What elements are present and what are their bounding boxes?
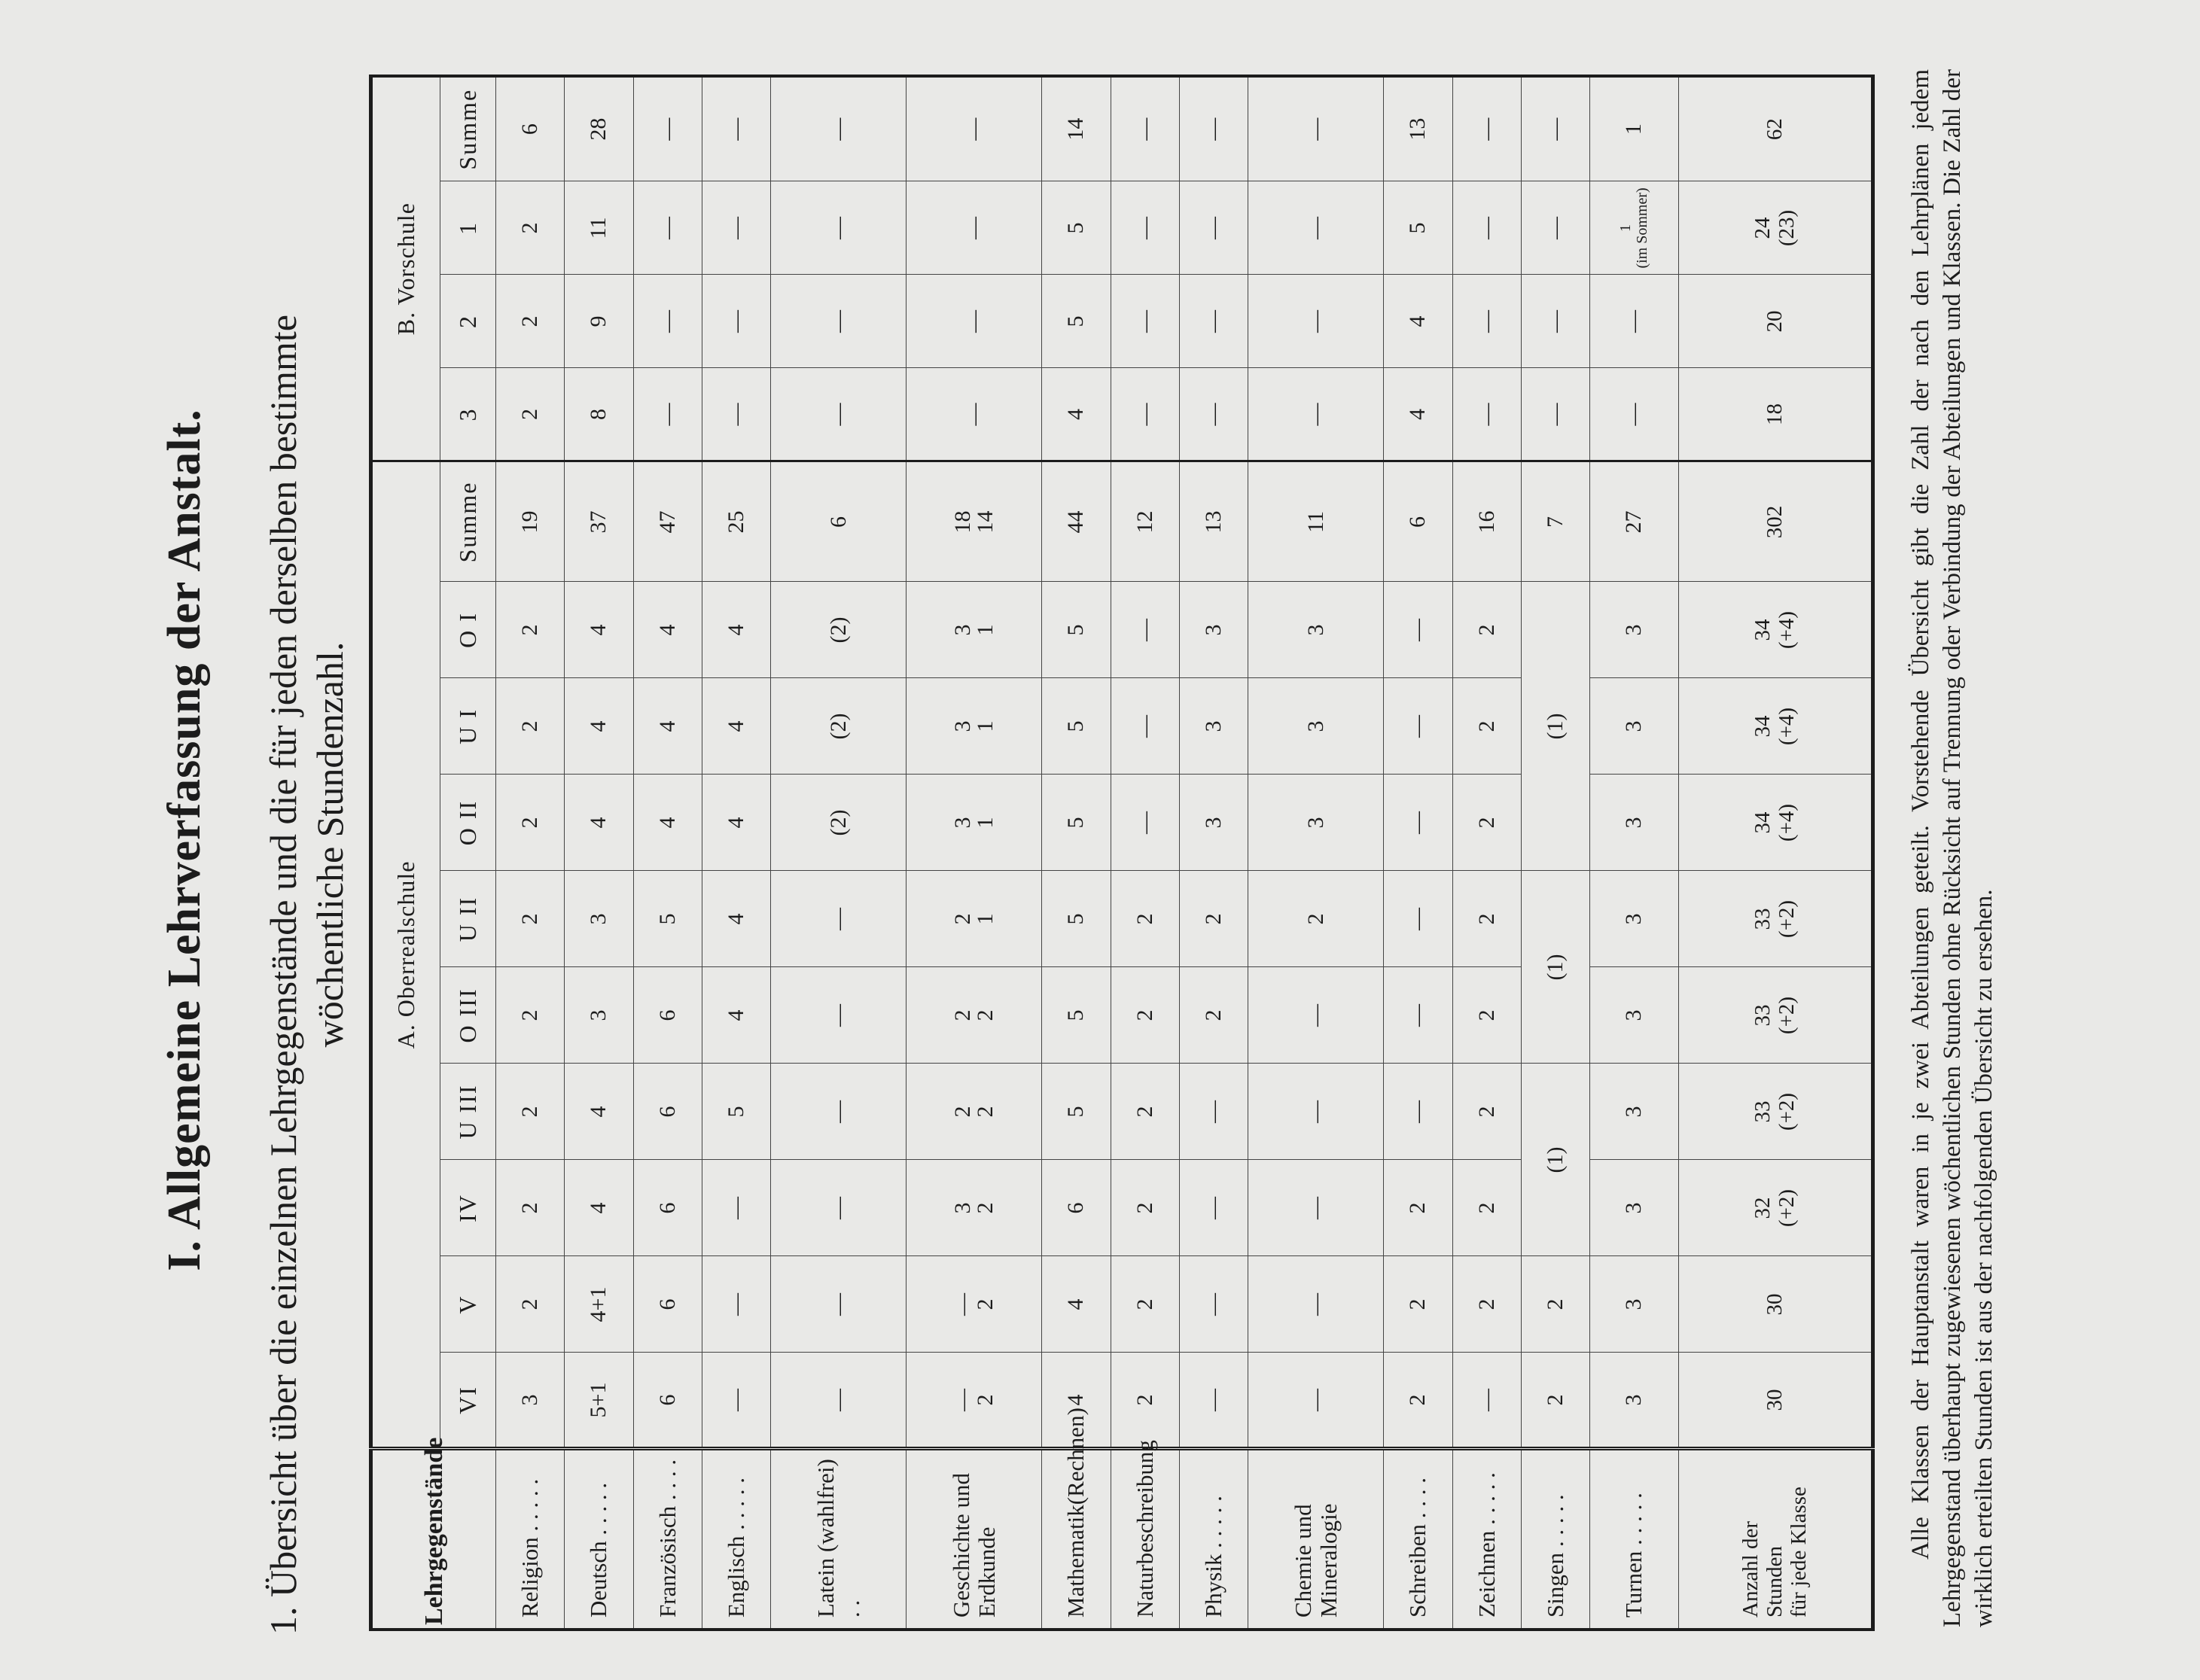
hours-cell: 2 [1452,1160,1521,1256]
hours-cell: 2 [1384,1256,1452,1353]
sum-b-cell: 28 [565,76,633,181]
sum-a-cell: 7 [1521,461,1589,582]
hours-cell: 2 [496,871,565,967]
hours-cell: (2) [771,678,907,775]
vorschule-cell: — [1590,368,1678,461]
hours-cell: 4 [633,582,702,678]
sum-b-cell: — [633,76,702,181]
subject-column-header: Lehrgegenstände [371,1449,496,1630]
vorschule-cell: — [1521,368,1589,461]
vorschule-cell: — [1111,181,1179,275]
class-header-row [440,76,496,1630]
sum-a-cell: 12 [1111,461,1179,582]
hours-cell: — [771,1160,907,1256]
table-row [1590,76,1678,1630]
hours-cell: 34 (+4) [1678,678,1872,775]
class-header-a: U II [440,871,496,967]
hours-cell: 2 [1452,582,1521,678]
sum-a-cell: 44 [1042,461,1111,582]
vorschule-cell: — [771,368,907,461]
hours-cell: — [1384,871,1452,967]
hours-cell: 2 [1452,871,1521,967]
hours-cell: 3 [1179,582,1248,678]
sum-a-cell: 18 14 [907,461,1042,582]
sum-b-cell: — [907,76,1042,181]
hours-cell: 2 [1452,1256,1521,1353]
hours-cell: 2 [1248,871,1384,967]
sum-a-cell: 47 [633,461,702,582]
vorschule-cell: — [1452,275,1521,368]
sum-a-cell: 11 [1248,461,1384,582]
vorschule-cell: 2 [496,181,565,275]
class-header-a: O III [440,967,496,1064]
section-subheading [260,54,353,1635]
subject-cell: Mathematik(Rechnen) [1042,1449,1111,1630]
hours-cell: 2 [1111,967,1179,1064]
hours-cell: 2 [1384,1353,1452,1449]
hours-cell: 3 [1248,582,1384,678]
vorschule-cell: — [633,368,702,461]
hours-cell: — [1179,1353,1248,1449]
hours-cell: 2 2 [907,1064,1042,1160]
hours-cell: — [1384,678,1452,775]
hours-cell: 2 [1452,1064,1521,1160]
vorschule-cell: 4 [1384,368,1452,461]
hours-cell: 3 1 [907,582,1042,678]
subject-cell: Chemie und Mineralogie [1248,1449,1384,1630]
vorschule-cell: — [633,275,702,368]
hours-cell: 3 1 [907,678,1042,775]
sum-b-cell: 6 [496,76,565,181]
vorschule-cell: — [1521,181,1589,275]
subject-cell: Zeichnen . . . . . [1452,1449,1521,1630]
vorschule-cell: 8 [565,368,633,461]
table-row [1521,76,1589,1630]
vorschule-cell: — [1248,368,1384,461]
hours-cell: 3 [1248,678,1384,775]
hours-cell: 3 [1590,1256,1678,1353]
sum-a-cell: 19 [496,461,565,582]
hours-cell: 4 [702,967,770,1064]
hours-cell: 3 [1590,582,1678,678]
vorschule-cell: — [907,368,1042,461]
table-row [633,76,702,1630]
hours-cell: 2 [1111,1256,1179,1353]
sum-a-cell: 302 [1678,461,1872,582]
hours-cell: 6 [633,1256,702,1353]
vorschule-cell: 11 [565,181,633,275]
hours-cell: 3 [1590,1064,1678,1160]
hours-cell: — [771,967,907,1064]
class-header-a: VI [440,1353,496,1449]
subject-cell: Singen . . . . . [1521,1449,1589,1630]
hours-cell: — [1384,582,1452,678]
hours-cell: 5 [1042,967,1111,1064]
vorschule-cell: 5 [1384,181,1452,275]
sum-b-cell: — [702,76,770,181]
hours-cell: 5 [1042,775,1111,871]
vorschule-cell: 4 [1384,275,1452,368]
sum-b-cell: 1 [1590,76,1678,181]
hours-cell: 3 [565,871,633,967]
hours-cell: 6 [1042,1160,1111,1256]
table-row [702,76,770,1630]
vorschule-cell: 2 [496,275,565,368]
sum-a-cell: 27 [1590,461,1678,582]
sum-a-cell: 6 [1384,461,1452,582]
vorschule-cell: — [1521,275,1589,368]
class-header-a: U III [440,1064,496,1160]
hours-cell: 2 [1452,775,1521,871]
hours-cell: — [1452,1353,1521,1449]
sum-b-cell: — [1521,76,1589,181]
vorschule-cell: — [1179,181,1248,275]
table-row [1111,76,1179,1630]
hours-cell: 34 (+4) [1678,582,1872,678]
class-header-b: Summe [440,76,496,181]
hours-cell: — [702,1353,770,1449]
vorschule-cell: — [702,368,770,461]
hours-cell: — [1179,1064,1248,1160]
hours-cell: 33 (+2) [1678,1064,1872,1160]
vorschule-cell: 18 [1678,368,1872,461]
sum-b-cell: 62 [1678,76,1872,181]
hours-cell: — [1248,1160,1384,1256]
subject-cell: Anzahl der Stunden für jede Klasse [1678,1449,1872,1630]
subheading-line-1: 1. Übersicht über die einzelnen Lehrgegenstände und die für jeden derselben bestimmte [262,314,304,1635]
hours-cell: 5 [1042,871,1111,967]
class-header-a: IV [440,1160,496,1256]
hours-cell: — [1179,1160,1248,1256]
hours-cell: — [1111,775,1179,871]
class-header-a: V [440,1256,496,1353]
page-heading: I. Allgemeine Lehrverfassung der Anstalt. [159,409,210,1271]
vorschule-cell: 4 [1042,368,1111,461]
subject-cell: Schreiben . . . . [1384,1449,1452,1630]
hours-cell: 3 [1590,967,1678,1064]
hours-cell: 4 [702,775,770,871]
subject-cell: Latein (wahlfrei) . . [771,1449,907,1630]
curriculum-table [369,75,1875,1631]
table-row [1678,76,1872,1630]
vorschule-cell: — [1179,275,1248,368]
hours-cell: — [1111,582,1179,678]
hours-cell: — [771,1256,907,1353]
vorschule-cell: 5 [1042,275,1111,368]
hours-cell: 4+1 [565,1256,633,1353]
hours-cell: 4 [702,582,770,678]
hours-cell: 4 [565,582,633,678]
table-row [1248,76,1384,1630]
class-header-b: 3 [440,368,496,461]
vorschule-cell: 24 (23) [1678,181,1872,275]
hours-cell: 33 (+2) [1678,871,1872,967]
hours-cell: 4 [1042,1353,1111,1449]
vorschule-cell: — [907,275,1042,368]
hours-cell: 5+1 [565,1353,633,1449]
hours-cell: 2 1 [907,871,1042,967]
hours-cell: 2 [1452,967,1521,1064]
hours-cell: — [1248,1064,1384,1160]
sum-a-cell: 13 [1179,461,1248,582]
sum-b-cell: — [1179,76,1248,181]
table-row [1042,76,1111,1630]
sum-b-cell: 13 [1384,76,1452,181]
group-a-header: A. Oberrealschule [371,461,440,1449]
sum-b-cell: 14 [1042,76,1111,181]
hours-cell: — [1248,1256,1384,1353]
group-b-header: B. Vorschule [371,76,440,461]
hours-cell: (1) [1521,1064,1589,1256]
class-header-b: 1 [440,181,496,275]
hours-cell: — [702,1160,770,1256]
subheading-line-2: wöchentliche Stundenzahl. [309,641,351,1048]
hours-cell: — [702,1256,770,1353]
vorschule-cell: — [1248,275,1384,368]
hours-cell: 4 [565,1064,633,1160]
hours-cell: 3 2 [907,1160,1042,1256]
hours-cell: 3 [1179,775,1248,871]
hours-cell: — [771,1064,907,1160]
hours-cell: — [1384,775,1452,871]
hours-cell: 2 [1384,1160,1452,1256]
hours-cell: — 2 [907,1256,1042,1353]
class-header-a: Summe [440,461,496,582]
table-body [496,76,1873,1630]
subject-cell: Turnen . . . . . [1590,1449,1678,1630]
hours-cell: 2 [1179,871,1248,967]
sum-a-cell: 25 [702,461,770,582]
vorschule-cell: — [1111,368,1179,461]
hours-cell: 3 [1590,1353,1678,1449]
hours-cell: (2) [771,582,907,678]
hours-cell: 2 [1452,678,1521,775]
hours-cell: 4 [1042,1256,1111,1353]
hours-cell: 2 [1179,967,1248,1064]
hours-cell: — [1111,678,1179,775]
hours-cell: 3 [1248,775,1384,871]
hours-cell: (1) [1521,582,1589,871]
hours-cell: — [1248,1353,1384,1449]
hours-cell: 5 [1042,582,1111,678]
vorschule-cell: — [633,181,702,275]
subject-cell: Französisch . . . . [633,1449,702,1630]
hours-cell: (2) [771,775,907,871]
hours-cell: 32 (+2) [1678,1160,1872,1256]
vorschule-cell: — [702,275,770,368]
hours-cell: 2 2 [907,967,1042,1064]
hours-cell: 3 [565,967,633,1064]
hours-cell: 6 [633,967,702,1064]
subject-cell: Englisch . . . . . [702,1449,770,1630]
hours-cell: 33 (+2) [1678,967,1872,1064]
hours-cell: 6 [633,1064,702,1160]
class-header-b: 2 [440,275,496,368]
table-row [1384,76,1452,1630]
hours-cell: — [1248,967,1384,1064]
hours-cell: 4 [702,678,770,775]
hours-cell: 30 [1678,1256,1872,1353]
hours-cell: 2 [1111,1160,1179,1256]
hours-cell: 4 [565,678,633,775]
vorschule-cell: — [1452,368,1521,461]
hours-cell: 2 [1111,1064,1179,1160]
hours-cell: — 2 [907,1353,1042,1449]
hours-cell: 2 [496,967,565,1064]
hours-cell: 2 [496,1256,565,1353]
hours-cell: 2 [1521,1256,1589,1353]
hours-cell: 3 [1590,775,1678,871]
hours-cell: 2 [496,775,565,871]
vorschule-cell: — [702,181,770,275]
hours-cell: 2 [1111,871,1179,967]
subject-cell: Deutsch . . . . . [565,1449,633,1630]
vorschule-cell: 5 [1042,181,1111,275]
sum-b-cell: — [1111,76,1179,181]
subject-cell: Physik . . . . . [1179,1449,1248,1630]
hours-cell: 5 [633,871,702,967]
hours-cell: 30 [1678,1353,1872,1449]
hours-cell: 6 [633,1160,702,1256]
vorschule-cell: 2 [496,368,565,461]
hours-cell: 34 (+4) [1678,775,1872,871]
sum-b-cell: — [1248,76,1384,181]
vorschule-cell: — [1179,368,1248,461]
table-row [907,76,1042,1630]
hours-cell: — [1384,967,1452,1064]
hours-cell: 2 [1111,1353,1179,1449]
hours-cell: 2 [496,678,565,775]
hours-cell: 4 [565,1160,633,1256]
class-header-a: O I [440,582,496,678]
subject-cell: Religion . . . . . [496,1449,565,1630]
class-header-a: O II [440,775,496,871]
footnote: Alle Klassen der Hauptanstalt waren in je zwei Abteilungen geteilt. Vorstehende Übersicht gibt die Zahl der nach den Lehrplänen jedem Lehrgegenstand überhaupt zugewiesenen wöchentlichen Stunden ohne Rücksicht auf Trennung oder Verbindung der Abteilungen und Klassen. Die Zahl der wirklich erteilten Stunden ist aus der nachfolgenden Übersicht zu ersehen. [1907,69,1997,1627]
hours-cell: — [1384,1064,1452,1160]
vorschule-cell: — [907,181,1042,275]
hours-cell: 5 [702,1064,770,1160]
hours-cell: 2 [1521,1353,1589,1449]
subject-cell: Geschichte und Erdkunde [907,1449,1042,1630]
vorschule-cell: — [771,181,907,275]
table-row [1452,76,1521,1630]
hours-cell: — [1179,1256,1248,1353]
hours-cell: 2 [496,582,565,678]
hours-cell: 4 [633,678,702,775]
table-row [1179,76,1248,1630]
hours-cell: — [771,871,907,967]
table-row [771,76,907,1630]
hours-cell: 3 [1590,1160,1678,1256]
hours-cell: 3 [496,1353,565,1449]
hours-cell: 3 [1590,678,1678,775]
sum-a-cell: 6 [771,461,907,582]
hours-cell: 4 [633,775,702,871]
vorschule-cell: 1 (im Sommer) [1590,181,1678,275]
vorschule-cell: — [1452,181,1521,275]
table-row [496,76,565,1630]
hours-cell: 4 [702,871,770,967]
hours-cell: 6 [633,1353,702,1449]
vorschule-cell: 9 [565,275,633,368]
vorschule-cell: — [1248,181,1384,275]
hours-cell: 3 1 [907,775,1042,871]
sum-b-cell: — [1452,76,1521,181]
hours-cell: 5 [1042,1064,1111,1160]
hours-cell: 3 [1590,871,1678,967]
hours-cell: 3 [1179,678,1248,775]
hours-cell: — [771,1353,907,1449]
sum-b-cell: — [771,76,907,181]
vorschule-cell: 20 [1678,275,1872,368]
hours-cell: 2 [496,1064,565,1160]
table-row [565,76,633,1630]
vorschule-cell: — [1111,275,1179,368]
subject-cell: Naturbeschreibung [1111,1449,1179,1630]
hours-cell: 2 [496,1160,565,1256]
vorschule-cell: — [771,275,907,368]
vorschule-cell: — [1590,275,1678,368]
hours-cell: 4 [565,775,633,871]
hours-cell: (1) [1521,871,1589,1064]
class-header-a: U I [440,678,496,775]
hours-cell: 5 [1042,678,1111,775]
sum-a-cell: 16 [1452,461,1521,582]
sum-a-cell: 37 [565,461,633,582]
